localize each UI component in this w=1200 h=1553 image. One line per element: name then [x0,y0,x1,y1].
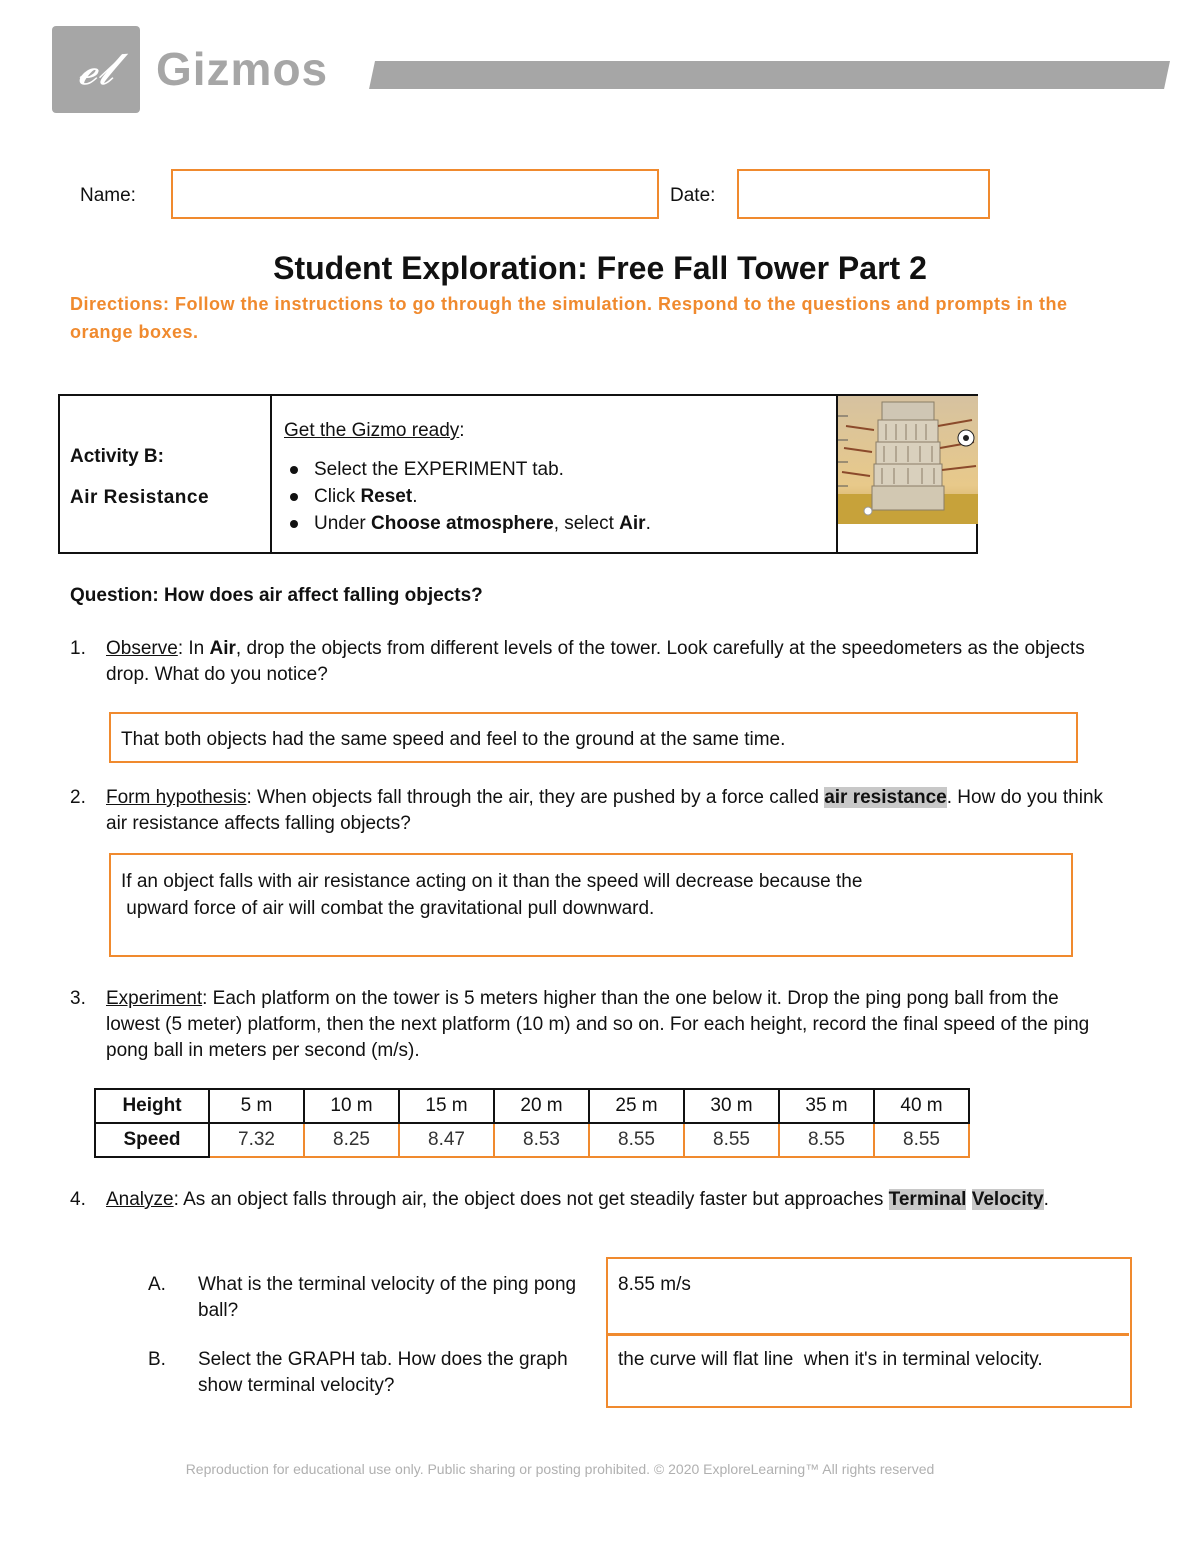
step-text: Click [314,486,361,507]
setup-steps [284,456,824,537]
name-label: Name: [80,185,136,206]
activity-table [58,394,978,554]
height-cell: 30 m [684,1089,779,1123]
date-label: Date: [670,185,716,206]
q2-answer-line: upward force of air will combat the gravitational pull downward. [121,898,655,919]
q1-text-part: : In [177,638,210,659]
answer-divider [608,1333,1129,1336]
q4a-answer[interactable]: 8.55 m/s [618,1274,691,1295]
footer-copyright: Reproduction for educational use only. Public sharing or posting prohibited. © 2020 ExploreLearning™ All rights reserved [185,1461,935,1477]
q4-highlight: Velocity [971,1189,1044,1210]
q4b-answer[interactable]: the curve will flat line when it's in terminal velocity. [618,1349,1043,1370]
q2-answer-line: If an object falls with air resistance acting on it than the speed will decrease because the [121,871,863,892]
q4-number: 4. [70,1189,86,1210]
directions-text: Directions: Follow the instructions to go through the simulation. Respond to the questions and prompts in the orange boxes. [70,294,1068,342]
height-cell: 40 m [874,1089,969,1123]
height-cell: 15 m [399,1089,494,1123]
q4b-letter: B. [148,1349,166,1370]
step-bold: Reset [360,486,413,507]
q4-text [106,1187,1116,1213]
step-text: , select [553,513,620,534]
q1-answer-box[interactable] [109,712,1078,763]
q2-highlight: air resistance [824,787,947,808]
height-row [95,1089,969,1123]
step-text: Under [314,513,372,534]
ready-colon: : [459,420,465,441]
main-question: Question: How does air affect falling objects? [70,585,483,606]
gizmos-brand: Gizmos [156,43,329,95]
speed-cell[interactable]: 8.25 [304,1123,399,1157]
q2-text-part: . How do you think air resistance affects falling objects? [106,787,1104,834]
speed-header: Speed [95,1123,209,1157]
q3-number: 3. [70,988,86,1009]
q1-number: 1. [70,638,86,659]
speed-cell[interactable]: 8.55 [874,1123,969,1157]
speed-cell[interactable]: 8.55 [779,1123,874,1157]
height-header: Height [95,1089,209,1123]
q3-text-part: : Each platform on the tower is 5 meters higher than the one below it. Drop the ping pong ball from the lowest (5 meter) platform, then the next platform (10 m) and so on. For each height, record the final speed of the ping pong ball in meters per second (m/s). [106,988,1090,1061]
ready-heading: Get the Gizmo ready [284,420,460,441]
q2-answer-box[interactable] [109,853,1073,957]
q4-label: Analyze [106,1189,174,1210]
q1-label: Observe [106,638,178,659]
speed-cell[interactable]: 8.55 [684,1123,779,1157]
q3-label: Experiment [106,988,203,1009]
q4a-letter: A. [148,1274,166,1295]
q3-text [106,986,1116,1064]
q2-label: Form hypothesis [106,787,247,808]
activity-name: Air Resistance [70,487,210,508]
height-cell: 35 m [779,1089,874,1123]
explorelearning-logo: 𝓮𝓵 [52,26,140,113]
q1-text-part: , drop the objects from different levels of the tower. Look carefully at the speedometers as the objects drop. What do you notice? [106,638,1085,685]
speed-cell[interactable]: 8.53 [494,1123,589,1157]
setup-step [284,510,824,537]
step-bold: Choose atmosphere [371,513,554,534]
q1-text [106,636,1116,688]
step-text: Select the EXPERIMENT tab. [314,459,564,480]
q4-answer-box [606,1257,1132,1408]
q1-answer: That both objects had the same speed and feel to the ground at the same time. [121,729,786,750]
activity-label-cell [60,396,272,552]
height-cell: 5 m [209,1089,304,1123]
step-bold: Air [619,513,646,534]
speed-cell[interactable]: 8.55 [589,1123,684,1157]
q2-text-part: : When objects fall through the air, they are pushed by a force called [246,787,825,808]
speed-table [94,1088,970,1158]
height-cell: 20 m [494,1089,589,1123]
speed-row [95,1123,969,1157]
page-title: Student Exploration: Free Fall Tower Part 2 [273,250,927,286]
setup-step [284,483,824,510]
activity-label: Activity B: [70,446,164,467]
height-cell: 10 m [304,1089,399,1123]
step-text: . [412,486,418,507]
step-text: . [645,513,651,534]
name-field[interactable] [171,169,659,219]
q4-text-part: . [1043,1189,1049,1210]
tower-thumbnail-cell [836,396,976,552]
activity-instructions [284,420,824,537]
q4-text-part: : As an object falls through air, the object does not get steadily faster but approaches [173,1189,889,1210]
speed-cell[interactable]: 7.32 [209,1123,304,1157]
q2-text [106,785,1116,837]
speed-cell[interactable]: 8.47 [399,1123,494,1157]
q2-number: 2. [70,787,86,808]
q4-highlight: Terminal [888,1189,967,1210]
date-field[interactable] [737,169,990,219]
q4b-text: Select the GRAPH tab. How does the graph show terminal velocity? [198,1349,568,1396]
q1-bold: Air [209,638,236,659]
height-cell: 25 m [589,1089,684,1123]
header-bar [369,61,1170,89]
tower-image [838,396,978,524]
setup-step [284,456,824,483]
q4a-text: What is the terminal velocity of the ping pong ball? [198,1274,577,1321]
